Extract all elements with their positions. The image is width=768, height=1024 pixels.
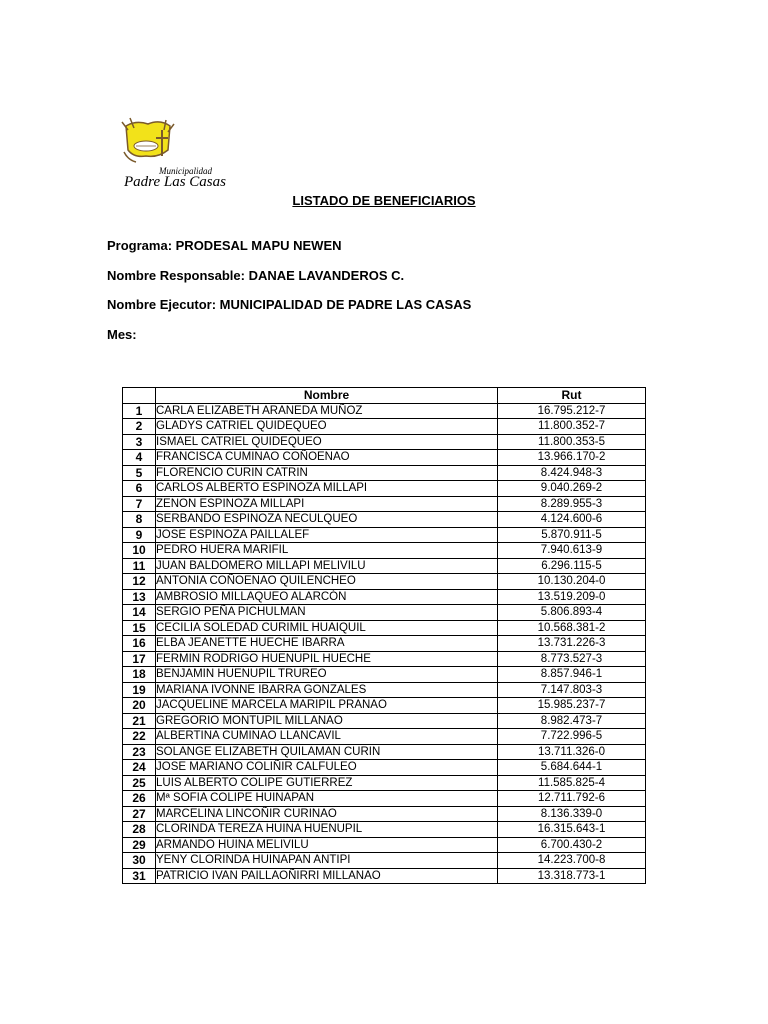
row-name: SOLANGE ELIZABETH QUILAMAN CURIN [156,744,498,760]
row-name: JACQUELINE MARCELA MARIPIL PRANAO [156,698,498,714]
row-rut: 7.940.613-9 [498,543,646,559]
row-name: ARMANDO HUINA MELIVILU [156,837,498,853]
row-rut: 12.711.792-6 [498,791,646,807]
row-number: 11 [123,558,156,574]
table-row [123,574,646,590]
row-number: 29 [123,837,156,853]
table-row [123,682,646,698]
row-number: 27 [123,806,156,822]
row-number: 9 [123,527,156,543]
table-row [123,713,646,729]
row-name: CARLA ELIZABETH ARANEDA MUÑOZ [156,403,498,419]
table-row [123,806,646,822]
row-rut: 10.568.381-2 [498,620,646,636]
responsable-line: Nombre Responsable: DANAE LAVANDEROS C. [107,268,405,283]
table-row [123,868,646,884]
row-rut: 13.519.209-0 [498,589,646,605]
row-name: YENY CLORINDA HUINAPAN ANTIPI [156,853,498,869]
row-name: JOSE ESPINOZA PAILLALEF [156,527,498,543]
row-rut: 5.684.644-1 [498,760,646,776]
row-name: ZENON ESPINOZA MILLAPI [156,496,498,512]
row-rut: 15.985.237-7 [498,698,646,714]
table-row [123,651,646,667]
row-name: Mª SOFIA COLIPE HUINAPAN [156,791,498,807]
logo-text-large: Padre Las Casas [124,174,226,190]
mes-line: Mes: [107,327,137,342]
logo-text-small: Municipalidad [159,166,212,176]
table-header-row [123,388,646,404]
municipality-logo [118,116,230,196]
row-number: 17 [123,651,156,667]
table-row [123,837,646,853]
row-number: 30 [123,853,156,869]
table-row [123,698,646,714]
row-rut: 10.130.204-0 [498,574,646,590]
row-name: CECILIA SOLEDAD CURIMIL HUAIQUIL [156,620,498,636]
row-rut: 8.982.473-7 [498,713,646,729]
document-title: LISTADO DE BENEFICIARIOS [292,193,476,208]
row-rut: 11.800.352-7 [498,419,646,435]
row-number: 26 [123,791,156,807]
row-number: 8 [123,512,156,528]
row-name: FERMIN RODRIGO HUENUPIL HUECHE [156,651,498,667]
ejecutor-line: Nombre Ejecutor: MUNICIPALIDAD DE PADRE LAS CASAS [107,297,472,312]
row-rut: 9.040.269-2 [498,481,646,497]
table-row [123,481,646,497]
table-row [123,558,646,574]
row-number: 19 [123,682,156,698]
row-name: PEDRO HUERA MARIFIL [156,543,498,559]
row-name: ELBA JEANETTE HUECHE IBARRA [156,636,498,652]
table-row [123,589,646,605]
row-rut: 16.795.212-7 [498,403,646,419]
table-row [123,496,646,512]
table-row [123,636,646,652]
row-number: 7 [123,496,156,512]
table-row [123,744,646,760]
row-rut: 7.722.996-5 [498,729,646,745]
row-number: 10 [123,543,156,559]
table-row [123,620,646,636]
table-row [123,853,646,869]
row-rut: 6.700.430-2 [498,837,646,853]
row-rut: 8.424.948-3 [498,465,646,481]
row-name: CARLOS ALBERTO ESPINOZA MILLAPI [156,481,498,497]
row-number: 24 [123,760,156,776]
row-name: SERBANDO ESPINOZA NECULQUEO [156,512,498,528]
row-name: ISMAEL CATRIEL QUIDEQUEO [156,434,498,450]
row-number: 28 [123,822,156,838]
table-row [123,775,646,791]
row-name: AMBROSIO MILLAQUEO ALARCÓN [156,589,498,605]
row-number: 15 [123,620,156,636]
row-name: FLORENCIO CURIN CATRIN [156,465,498,481]
row-name: MARIANA IVONNE IBARRA GONZALES [156,682,498,698]
table-row [123,465,646,481]
table-row [123,512,646,528]
table-row [123,791,646,807]
row-name: FRANCISCA CUMINAO COÑOENAO [156,450,498,466]
row-number: 6 [123,481,156,497]
row-rut: 13.318.773-1 [498,868,646,884]
row-name: CLORINDA TEREZA HUINA HUENUPIL [156,822,498,838]
row-name: ALBERTINA CUMINAO LLANCAVIL [156,729,498,745]
row-number: 5 [123,465,156,481]
table-row [123,605,646,621]
row-number: 18 [123,667,156,683]
row-rut: 14.223.700-8 [498,853,646,869]
row-rut: 11.800.353-5 [498,434,646,450]
table-row [123,760,646,776]
row-rut: 8.136.339-0 [498,806,646,822]
header-rut: Rut [498,388,646,404]
row-rut: 6.296.115-5 [498,558,646,574]
row-number: 21 [123,713,156,729]
row-rut: 5.806.893-4 [498,605,646,621]
row-name: JUAN BALDOMERO MILLAPI MELIVILU [156,558,498,574]
row-name: SERGIO PEÑA PICHULMAN [156,605,498,621]
table-row [123,729,646,745]
row-number: 22 [123,729,156,745]
row-number: 25 [123,775,156,791]
table-row [123,419,646,435]
row-rut: 5.870.911-5 [498,527,646,543]
row-number: 16 [123,636,156,652]
programa-line: Programa: PRODESAL MAPU NEWEN [107,238,342,253]
row-number: 1 [123,403,156,419]
row-number: 2 [123,419,156,435]
row-name: LUIS ALBERTO COLIPE GUTIERREZ [156,775,498,791]
row-rut: 13.731.226-3 [498,636,646,652]
row-rut: 8.857.946-1 [498,667,646,683]
table-row [123,450,646,466]
header-nombre: Nombre [156,388,498,404]
table-row [123,543,646,559]
row-name: BENJAMIN HUENUPIL TRUREO [156,667,498,683]
row-number: 14 [123,605,156,621]
row-number: 12 [123,574,156,590]
row-rut: 16.315.643-1 [498,822,646,838]
row-rut: 13.711.326-0 [498,744,646,760]
row-number: 31 [123,868,156,884]
table-row [123,434,646,450]
row-name: GLADYS CATRIEL QUIDEQUEO [156,419,498,435]
row-name: ANTONIA COÑOENAO QUILENCHEO [156,574,498,590]
row-rut: 8.773.527-3 [498,651,646,667]
beneficiaries-table [122,387,646,884]
row-name: PATRICIO IVAN PAILLAOÑIRRI MILLANAO [156,868,498,884]
row-number: 4 [123,450,156,466]
row-rut: 13.966.170-2 [498,450,646,466]
row-rut: 11.585.825-4 [498,775,646,791]
row-rut: 7.147.803-3 [498,682,646,698]
row-name: GREGORIO MONTUPIL MILLANAO [156,713,498,729]
row-name: MARCELINA LINCOÑIR CURINAO [156,806,498,822]
row-number: 13 [123,589,156,605]
table-row [123,667,646,683]
row-name: JOSE MARIANO COLIÑIR CALFULEO [156,760,498,776]
row-rut: 4.124.600-6 [498,512,646,528]
header-number [123,388,156,404]
row-number: 20 [123,698,156,714]
table-row [123,403,646,419]
row-number: 3 [123,434,156,450]
table-row [123,527,646,543]
row-rut: 8.289.955-3 [498,496,646,512]
row-number: 23 [123,744,156,760]
table-row [123,822,646,838]
